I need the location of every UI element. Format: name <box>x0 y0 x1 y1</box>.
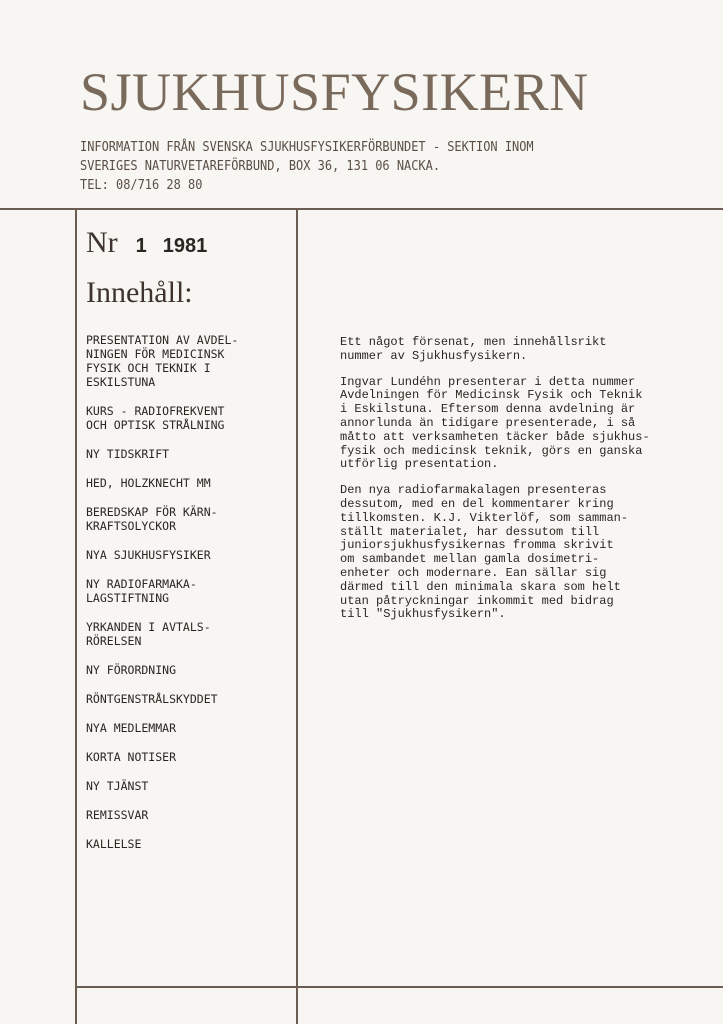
toc-item: PRESENTATION AV AVDEL- NINGEN FÖR MEDICINSK FYSIK OCH TEKNIK I ESKILSTUNA <box>86 333 239 389</box>
table-of-contents <box>86 333 291 866</box>
masthead-title: SJUKHUSFYSIKERN <box>80 62 589 122</box>
column-divider <box>296 210 298 1024</box>
toc-item: HED, HOLZKNECHT MM <box>86 476 211 490</box>
issue-nr-label: Nr <box>86 226 118 259</box>
toc-item: KURS - RADIOFREKVENT OCH OPTISK STRÅLNING <box>86 404 225 432</box>
toc-item: NY TJÄNST <box>86 779 149 793</box>
editorial-paragraph: Ett något försenat, men innehållsrikt nummer av Sjukhusfysikern. <box>340 335 607 363</box>
toc-item: KALLELSE <box>86 837 142 851</box>
toc-item: NY TIDSKRIFT <box>86 447 170 461</box>
issue-year: 1981 <box>162 235 208 257</box>
editorial-text <box>340 336 712 634</box>
toc-item: RÖNTGENSTRÅLSKYDDET <box>86 692 218 706</box>
toc-item: KORTA NOTISER <box>86 750 177 764</box>
toc-item: REMISSVAR <box>86 808 149 822</box>
toc-item: BEREDSKAP FÖR KÄRN- KRAFTSOLYCKOR <box>86 505 218 533</box>
publisher-phone: TEL: 08/716 28 80 <box>80 178 203 193</box>
toc-item: NYA SJUKHUSFYSIKER <box>86 548 211 562</box>
contents-heading: Innehåll: <box>86 276 193 309</box>
issue-number <box>86 226 207 260</box>
publisher-info-line: INFORMATION FRÅN SVENSKA SJUKHUSFYSIKERFÖRBUNDET - SEKTION INOM <box>80 140 534 155</box>
header-divider <box>0 208 723 210</box>
publisher-info-line: SVERIGES NATURVETAREFÖRBUND, BOX 36, 131 06 NACKA. <box>80 159 441 174</box>
toc-item: NY FÖRORDNING <box>86 663 177 677</box>
footer-divider <box>75 986 723 988</box>
publisher-info <box>80 138 650 195</box>
editorial-paragraph: Ingvar Lundéhn presenterar i detta nummer Avdelningen för Medicinsk Fysik och Teknik i Eskilstuna. Eftersom denna avdelning är annorlunda än tidigare presenterade, i så måtto att verksamheten täcker både sjukhus- fysik och medicinsk teknik, görs en ganska utförlig presentation. <box>340 374 650 472</box>
toc-item: NY RADIOFARMAKA- LAGSTIFTNING <box>86 577 197 605</box>
left-margin-rule <box>75 210 77 1024</box>
editorial-paragraph: Den nya radiofarmakalagen presenteras dessutom, med en del kommentarer kring tillkomsten. K.J. Vikterlöf, som samman- ställt materialet, har dessutom till juniorsjukhusfysikernas fromma skrivit om sambandet mellan gamla dosimetri- enheter och modernare. Ean sällar sig därmed till den minimala skara som helt utan påtryckningar inkommit med bidrag till "Sjukhusfysikern". <box>340 483 629 622</box>
issue-number-value: 1 <box>135 235 147 257</box>
toc-item: YRKANDEN I AVTALS- RÖRELSEN <box>86 620 211 648</box>
toc-item: NYA MEDLEMMAR <box>86 721 177 735</box>
